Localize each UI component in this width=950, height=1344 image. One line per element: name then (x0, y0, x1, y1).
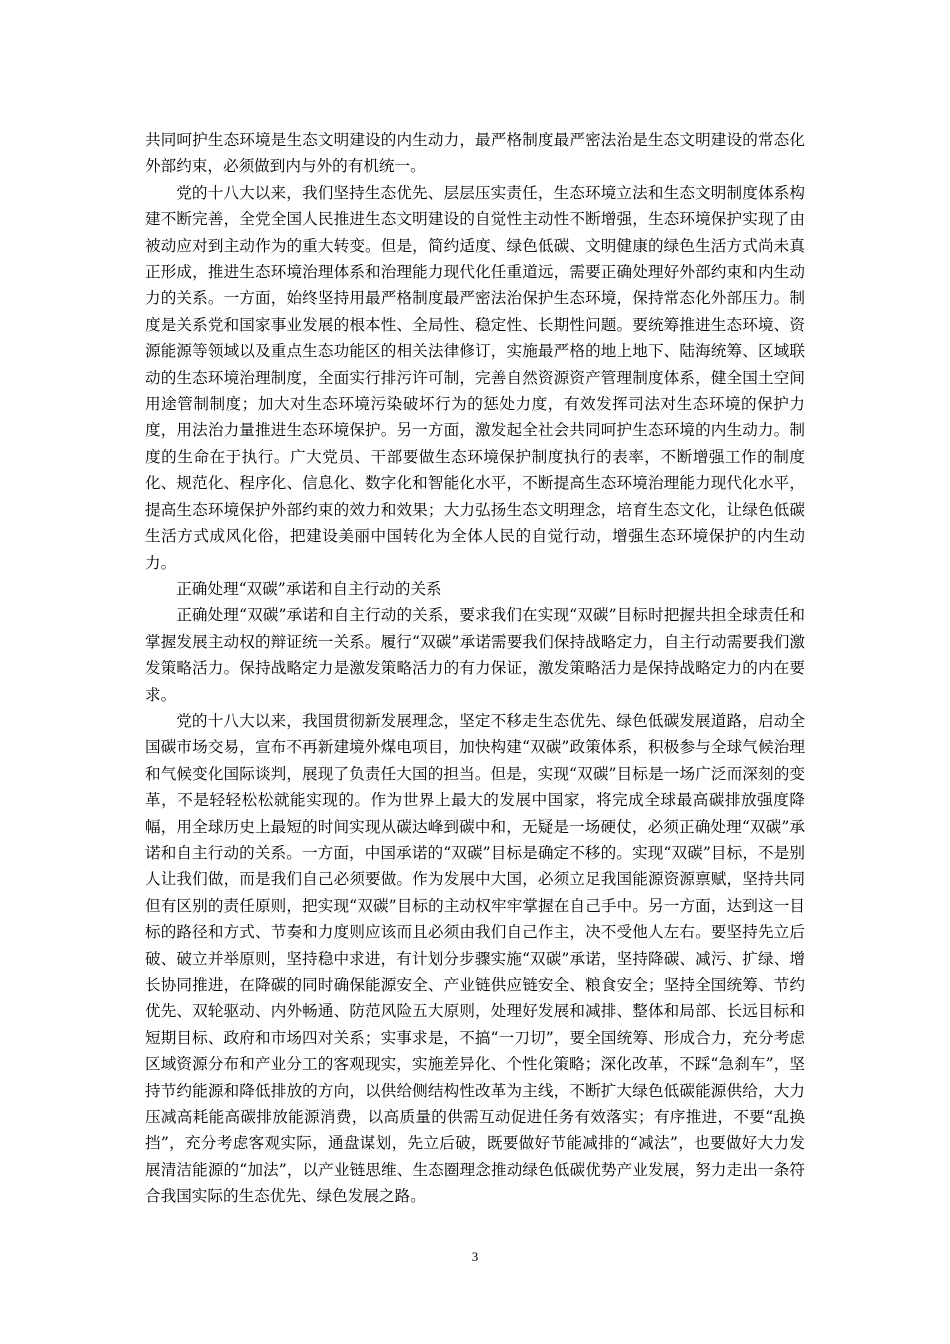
paragraph-continued: 共同呵护生态环境是生态文明建设的内生动力，最严格制度最严密法治是生态文明建设的常态化外部约束，必须做到内与外的有机统一。 (145, 131, 805, 176)
paragraph: 党的十八大以来，我们坚持生态优先、层层压实责任，生态环境立法和生态文明制度体系构建不断完善，全党全国人民推进生态文明建设的自觉性主动性不断增强，生态环境保护实现了由被动应对到主动作为的重大转变。但是，简约适度、绿色低碳、文明健康的绿色生活方式尚未真正形成，推进生态环境治理体系和治理能力现代化任重道远，需要正确处理好外部约束和内生动力的关系。一方面，始终坚持用最严格制度最严密法治保护生态环境，保持常态化外部压力。制度是关系党和国家事业发展的根本性、全局性、稳定性、长期性问题。要统筹推进生态环境、资源能源等领域以及重点生态功能区的相关法律修订，实施最严格的地上地下、陆海统筹、区域联动的生态环境治理制度，全面实行排污许可制，完善自然资源资产管理制度体系，健全国土空间用途管制制度；加大对生态环境污染破坏行为的惩处力度，有效发挥司法对生态环境的保护力度，用法治力量推进生态环境保护。另一方面，激发起全社会共同呵护生态环境的内生动力。制度的生命在于执行。广大党员、干部要做生态环境保护制度执行的表率，不断增强工作的制度化、规范化、程序化、信息化、数字化和智能化水平，不断提高生态环境治理能力现代化水平，提高生态环境保护外部约束的效力和效果；大力弘扬生态文明理念，培育生态文化，让绿色低碳生活方式成风化俗，把建设美丽中国转化为全体人民的自觉行动，增强生态环境保护的内生动力。 (145, 183, 805, 572)
paragraph: 党的十八大以来，我国贯彻新发展理念，坚定不移走生态优先、绿色低碳发展道路，启动全国碳市场交易，宣布不再新建境外煤电项目，加快构建“双碳”政策体系，积极参与全球气候治理和气候变化国际谈判，展现了负责任大国的担当。但是，实现“双碳”目标是一场广泛而深刻的变革，不是轻轻松松就能实现的。作为世界上最大的发展中国家，将完成全球最高碳排放强度降幅，用全球历史上最短的时间实现从碳达峰到碳中和，无疑是一场硬仗，必须正确处理“双碳”承诺和自主行动的关系。一方面，中国承诺的“双碳”目标是确定不移的。实现“双碳”目标，不是别人让我们做，而是我们自己必须要做。作为发展中大国，必须立足我国能源资源禀赋，坚持共同但有区别的责任原则，把实现“双碳”目标的主动权牢牢掌握在自己手中。另一方面，达到这一目标的路径和方式、节奏和力度则应该而且必须由我们自己作主，决不受他人左右。要坚持先立后破、破立并举原则，坚持稳中求进，有计划分步骤实施“双碳”承诺，坚持降碳、减污、扩绿、增长协同推进，在降碳的同时确保能源安全、产业链供应链安全、粮食安全；坚持全国统筹、节约优先、双轮驱动、内外畅通、防范风险五大原则，处理好发展和减排、整体和局部、长远目标和短期目标、政府和市场四对关系；实事求是，不搞“一刀切”，要全国统筹、形成合力，充分考虑区域资源分布和产业分工的客观现实，实施差异化、个性化策略；深化改革，不踩“急刹车”，坚持节约能源和降低排放的方向，以供给侧结构性改革为主线，不断扩大绿色低碳能源供给，大力压减高耗能高碳排放能源消费，以高质量的供需互动促进任务有效落实；有序推进，不要“乱换挡”，充分考虑客观实际，通盘谋划，先立后破，既要做好节能减排的“减法”，也要做好大力发展清洁能源的“加法”，以产业链思维、生态圈理念推动绿色低碳优势产业发展，努力走出一条符合我国实际的生态优先、绿色发展之路。 (145, 711, 805, 1206)
paragraph: 正确处理“双碳”承诺和自主行动的关系，要求我们在实现“双碳”目标时把握共担全球责任和掌握发展主动权的辩证统一关系。履行“双碳”承诺需要我们保持战略定力，自主行动需要我们激发策略活力。保持战略定力是激发策略活力的有力保证，激发策略活力是保持战略定力的内在要求。 (145, 606, 805, 704)
section-heading: 正确处理“双碳”承诺和自主行动的关系 (176, 579, 442, 598)
page-number: 3 (471, 1249, 479, 1264)
body-text (145, 127, 805, 1210)
